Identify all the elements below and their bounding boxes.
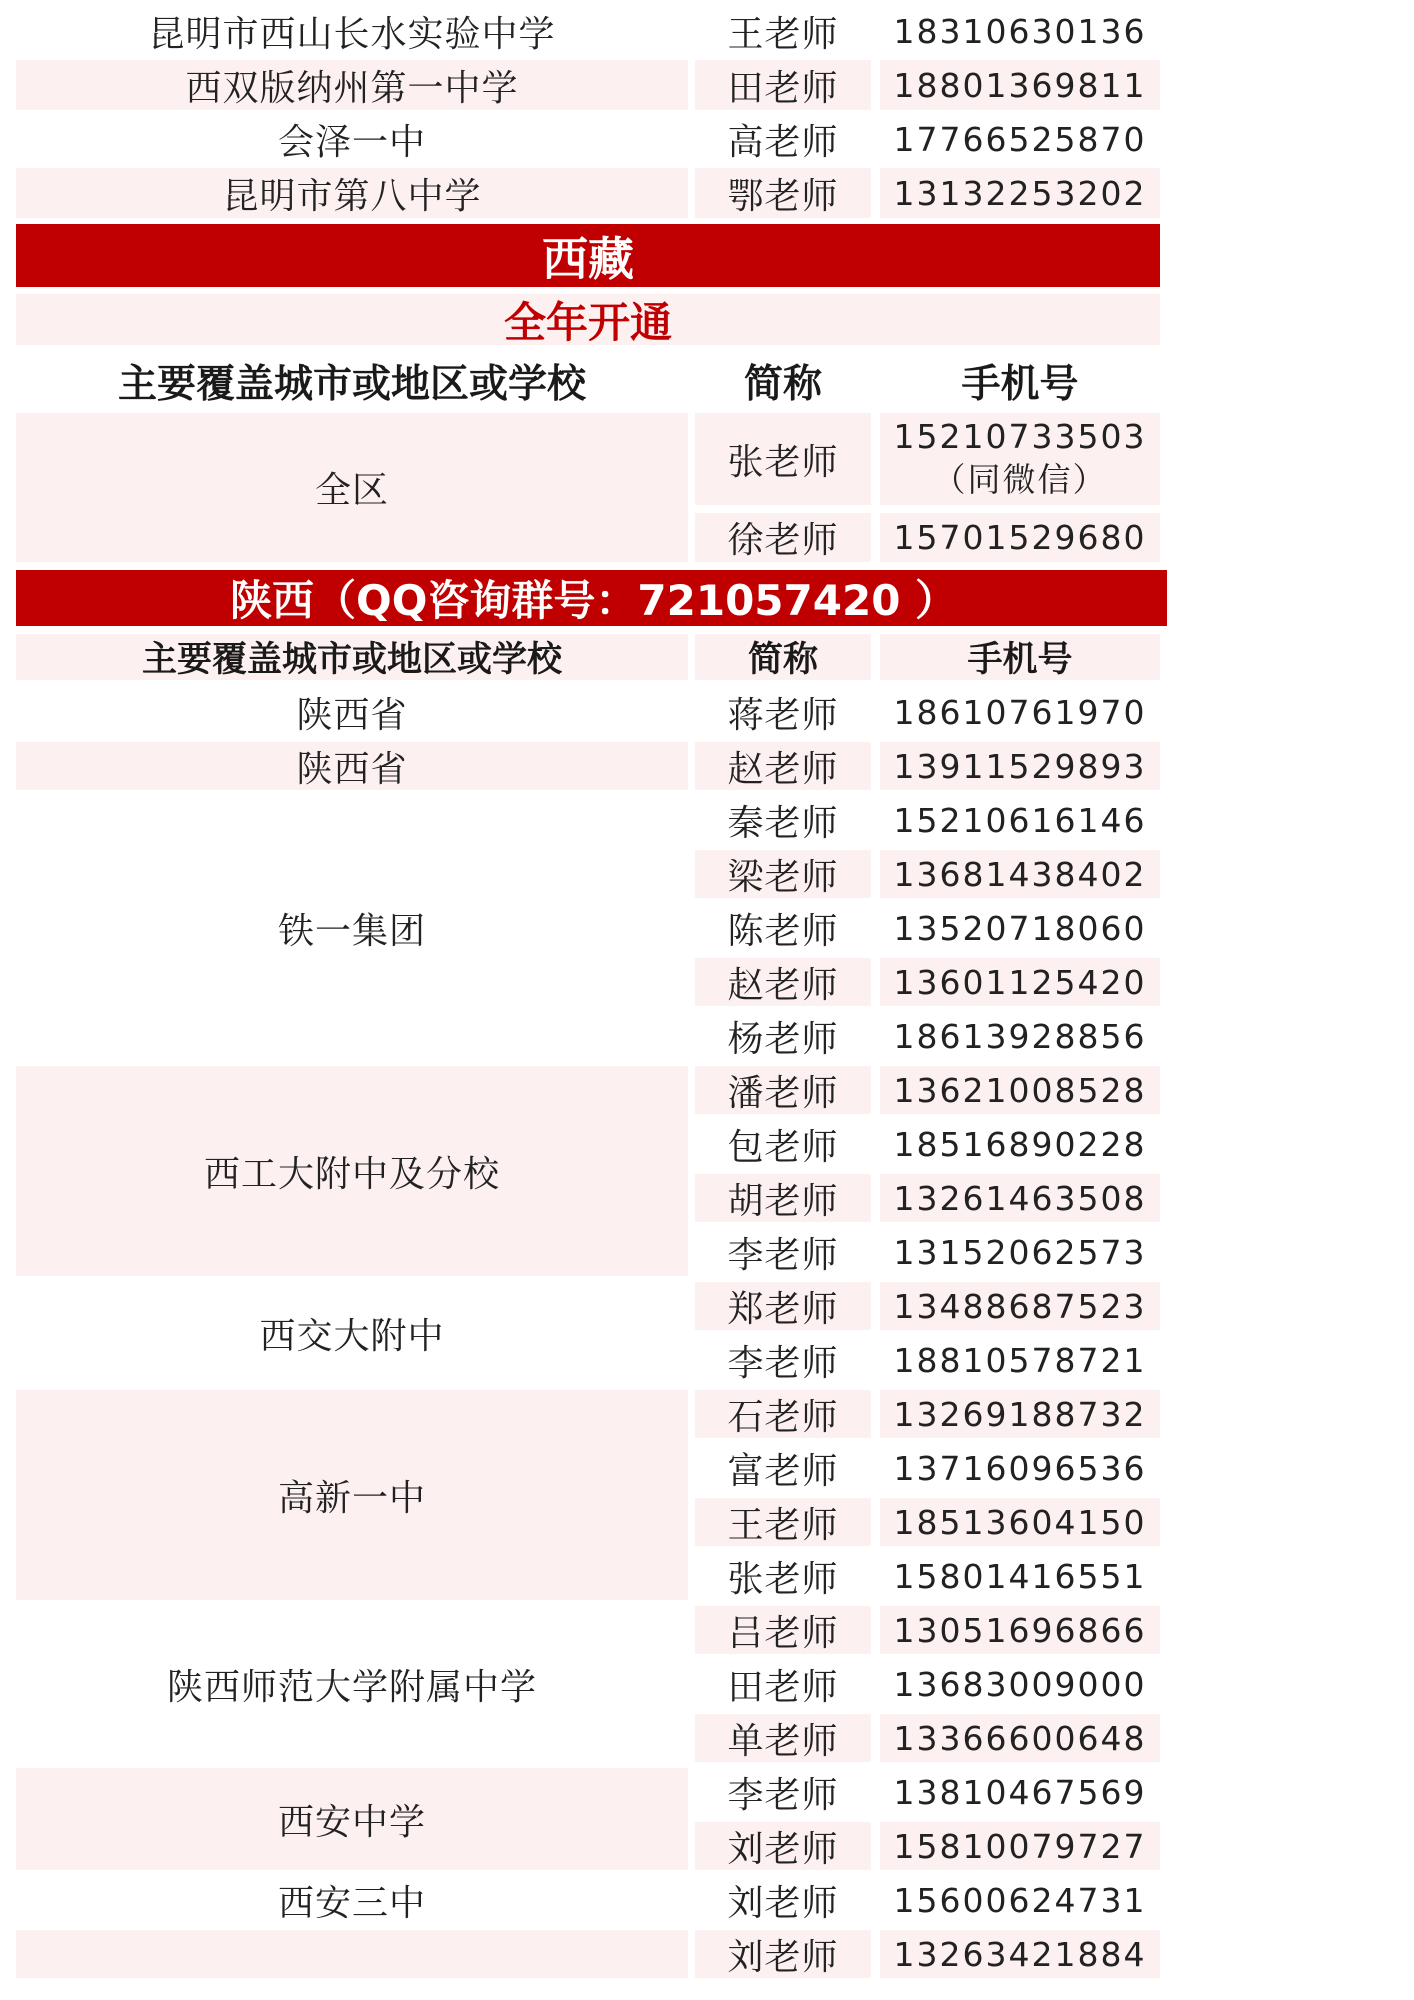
phone-number[interactable]: 13810467569 — [893, 1772, 1147, 1812]
phone-number[interactable]: 13261463508 — [880, 1174, 1160, 1222]
phone-note: （同微信） — [932, 460, 1108, 499]
column-header-area: 主要覆盖城市或地区或学校 — [16, 634, 688, 680]
teacher-name: 陈老师 — [727, 910, 839, 952]
teacher-name: 张老师 — [695, 413, 871, 505]
teacher-name: 田老师 — [695, 60, 871, 110]
teacher-name: 郑老师 — [695, 1282, 871, 1330]
area-cell: 高新一中 — [16, 1390, 688, 1600]
column-header-phone: 手机号 — [961, 362, 1079, 407]
area-cell: 全区 — [16, 413, 688, 562]
teacher-name: 李老师 — [727, 1774, 839, 1816]
area-cell: 西双版纳州第一中学 — [16, 60, 688, 110]
phone-number[interactable]: 15701529680 — [880, 513, 1160, 562]
phone-number[interactable]: 13132253202 — [880, 168, 1160, 218]
section-subtitle: 全年开通 — [16, 294, 1160, 345]
teacher-name: 杨老师 — [727, 1018, 839, 1060]
column-header-name: 简称 — [695, 634, 871, 680]
area-cell: 昆明市西山长水实验中学 — [148, 13, 556, 55]
teacher-name: 田老师 — [727, 1666, 839, 1708]
phone-number[interactable]: 13152062573 — [893, 1232, 1147, 1272]
teacher-name: 包老师 — [727, 1126, 839, 1168]
phone-number[interactable]: 13366600648 — [880, 1714, 1160, 1762]
phone-number[interactable]: 15600624731 — [893, 1880, 1147, 1920]
teacher-name: 徐老师 — [695, 513, 871, 562]
section-title-shaanxi: 陕西（QQ咨询群号：721057420 ） — [16, 570, 1167, 626]
phone-number[interactable]: 17766525870 — [893, 119, 1147, 159]
teacher-name: 胡老师 — [695, 1174, 871, 1222]
section-title-tibet: 西藏 — [16, 224, 1160, 287]
teacher-name: 潘老师 — [695, 1066, 871, 1114]
phone-number[interactable]: 18513604150 — [880, 1498, 1160, 1546]
phone-number[interactable]: 18516890228 — [893, 1124, 1147, 1164]
phone-number[interactable]: 18610761970 — [893, 692, 1147, 732]
teacher-name: 刘老师 — [695, 1822, 871, 1870]
phone-number[interactable]: 13601125420 — [880, 958, 1160, 1006]
teacher-name: 梁老师 — [695, 850, 871, 898]
phone-number[interactable]: 13520718060 — [893, 908, 1147, 948]
phone-number[interactable]: 13488687523 — [880, 1282, 1160, 1330]
column-header-phone: 手机号 — [880, 634, 1160, 680]
teacher-name: 刘老师 — [727, 1882, 839, 1924]
phone-number[interactable]: 13681438402 — [880, 850, 1160, 898]
teacher-name: 秦老师 — [727, 802, 839, 844]
phone-number[interactable]: 15810079727 — [880, 1822, 1160, 1870]
teacher-name: 王老师 — [695, 1498, 871, 1546]
phone-number[interactable]: 13716096536 — [893, 1448, 1147, 1488]
phone-number[interactable]: 18810578721 — [893, 1340, 1147, 1380]
area-cell: 西工大附中及分校 — [16, 1066, 688, 1276]
phone-number[interactable] — [880, 413, 1160, 505]
teacher-name: 李老师 — [727, 1234, 839, 1276]
phone-number[interactable]: 13269188732 — [880, 1390, 1160, 1438]
teacher-name: 李老师 — [727, 1342, 839, 1384]
teacher-name: 蒋老师 — [727, 694, 839, 736]
area-cell: 西交大附中 — [259, 1315, 445, 1357]
area-cell: 陕西师范大学附属中学 — [166, 1666, 537, 1708]
teacher-name: 吕老师 — [695, 1606, 871, 1654]
teacher-name: 单老师 — [695, 1714, 871, 1762]
phone-number[interactable]: 15210616146 — [893, 800, 1147, 840]
phone-number[interactable]: 13683009000 — [893, 1664, 1147, 1704]
phone-number[interactable]: 13263421884 — [880, 1930, 1160, 1978]
teacher-name: 高老师 — [727, 121, 839, 163]
phone-line[interactable]: 15210733503 — [893, 417, 1147, 457]
phone-number[interactable]: 13051696866 — [880, 1606, 1160, 1654]
column-header-name: 简称 — [743, 362, 822, 407]
area-cell: 铁一集团 — [277, 910, 426, 952]
teacher-name: 富老师 — [727, 1450, 839, 1492]
column-header-area: 主要覆盖城市或地区或学校 — [117, 362, 586, 407]
teacher-name: 鄂老师 — [695, 168, 871, 218]
teacher-name: 张老师 — [727, 1558, 839, 1600]
teacher-name: 石老师 — [695, 1390, 871, 1438]
area-cell: 西安三中 — [277, 1882, 426, 1924]
phone-number[interactable]: 15801416551 — [893, 1556, 1147, 1596]
area-cell — [16, 1930, 688, 1978]
phone-number[interactable]: 18310630136 — [893, 11, 1147, 51]
teacher-name: 王老师 — [727, 13, 839, 55]
area-cell: 陕西省 — [296, 694, 408, 736]
phone-number[interactable]: 18801369811 — [880, 60, 1160, 110]
phone-number[interactable]: 13621008528 — [880, 1066, 1160, 1114]
area-cell: 昆明市第八中学 — [16, 168, 688, 218]
teacher-name: 刘老师 — [695, 1930, 871, 1978]
phone-number[interactable]: 18613928856 — [893, 1016, 1147, 1056]
area-cell: 西安中学 — [16, 1768, 688, 1870]
area-cell: 会泽一中 — [277, 121, 426, 163]
area-cell: 陕西省 — [16, 742, 688, 790]
teacher-name: 赵老师 — [695, 958, 871, 1006]
teacher-name: 赵老师 — [695, 742, 871, 790]
phone-number[interactable]: 13911529893 — [880, 742, 1160, 790]
